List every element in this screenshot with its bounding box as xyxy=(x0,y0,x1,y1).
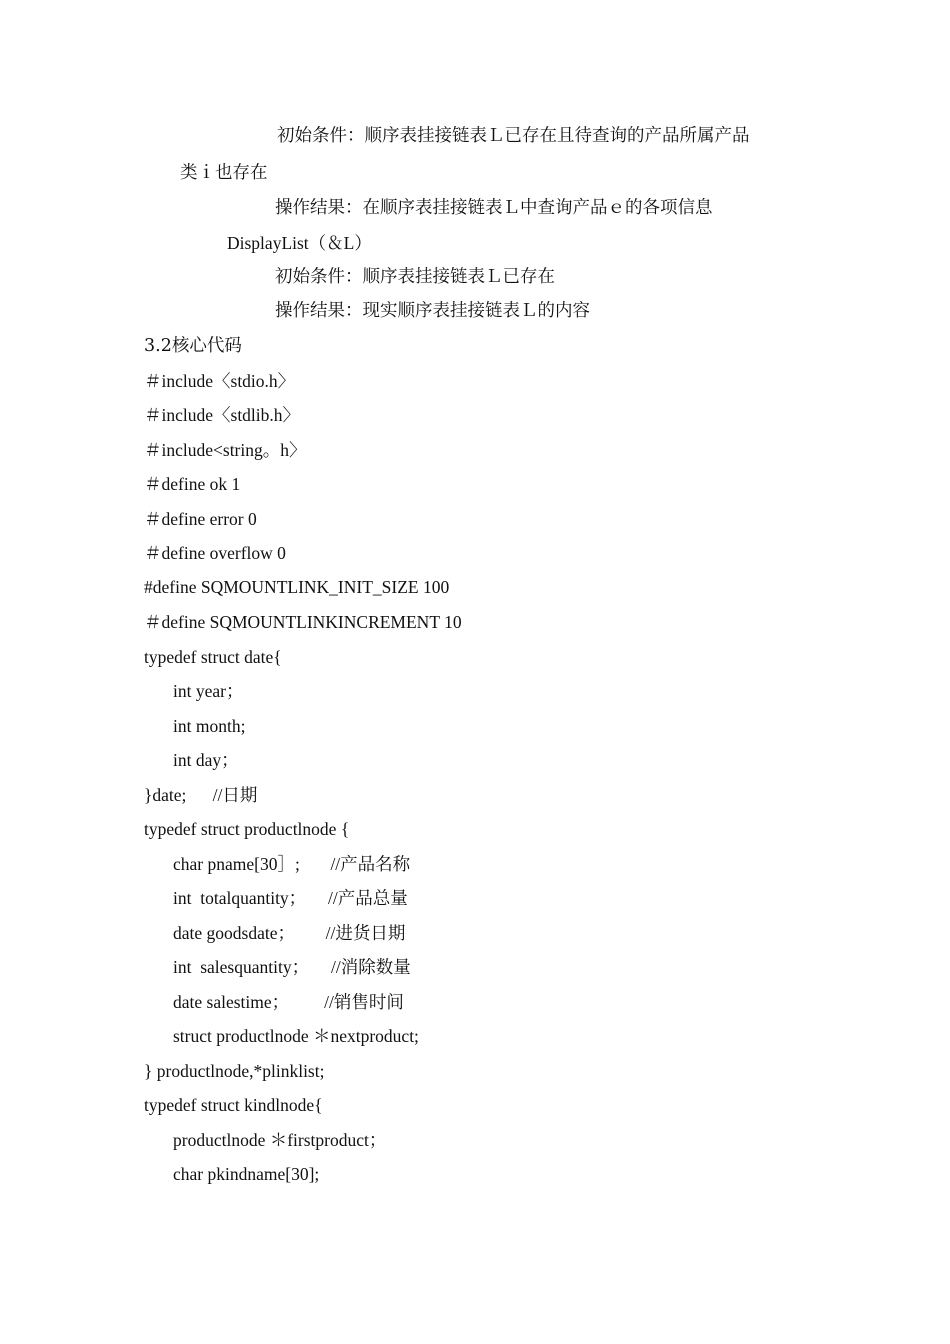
code-line: ＃include〈stdio.h〉 xyxy=(144,371,296,391)
code-line: typedef struct productlnode { xyxy=(144,819,350,839)
text-line-initial-condition-1: 初始条件：顺序表挂接链表Ｌ已存在且待查询的产品所属产品 xyxy=(277,126,750,146)
code-line: int month; xyxy=(173,716,246,736)
code-line: char pname[30］; //产品名称 xyxy=(173,854,411,874)
code-line: productlnode ＊firstproduct； xyxy=(173,1130,387,1150)
code-line: int day； xyxy=(173,750,239,770)
code-line: ＃define SQMOUNTLINKINCREMENT 10 xyxy=(144,612,462,632)
code-line: date salestime； //销售时间 xyxy=(173,992,404,1012)
code-line: ＃include<string。h〉 xyxy=(144,440,307,460)
code-line: date goodsdate； //进货日期 xyxy=(173,923,406,943)
code-line: ＃define ok 1 xyxy=(144,474,241,494)
code-line: } productlnode,*plinklist; xyxy=(144,1061,325,1081)
code-line: }date; //日期 xyxy=(144,785,258,805)
code-line: int salesquantity； //消除数量 xyxy=(173,957,411,977)
code-line: typedef struct kindlnode{ xyxy=(144,1095,323,1115)
code-line: ＃define error 0 xyxy=(144,509,257,529)
text-line-operation-result-2: 操作结果：现实顺序表挂接链表Ｌ的内容 xyxy=(275,301,590,321)
code-line: int totalquantity； //产品总量 xyxy=(173,888,408,908)
code-line: typedef struct date{ xyxy=(144,647,282,667)
code-line: char pkindname[30]; xyxy=(173,1164,320,1184)
code-line: int year； xyxy=(173,681,244,701)
text-line-initial-condition-1-cont: 类ｉ也存在 xyxy=(180,163,268,183)
code-line: ＃include〈stdlib.h〉 xyxy=(144,405,301,425)
section-heading: 3.2核心代码 xyxy=(144,336,242,356)
text-line-displaylist: DisplayList（＆L） xyxy=(227,233,372,253)
text-line-initial-condition-2: 初始条件：顺序表挂接链表Ｌ已存在 xyxy=(275,267,555,287)
code-line: ＃define overflow 0 xyxy=(144,543,286,563)
code-line: #define SQMOUNTLINK_INIT_SIZE 100 xyxy=(144,577,450,597)
code-line: struct productlnode ＊nextproduct; xyxy=(173,1026,419,1046)
text-line-operation-result-1: 操作结果：在顺序表挂接链表Ｌ中查询产品ｅ的各项信息 xyxy=(275,198,713,218)
